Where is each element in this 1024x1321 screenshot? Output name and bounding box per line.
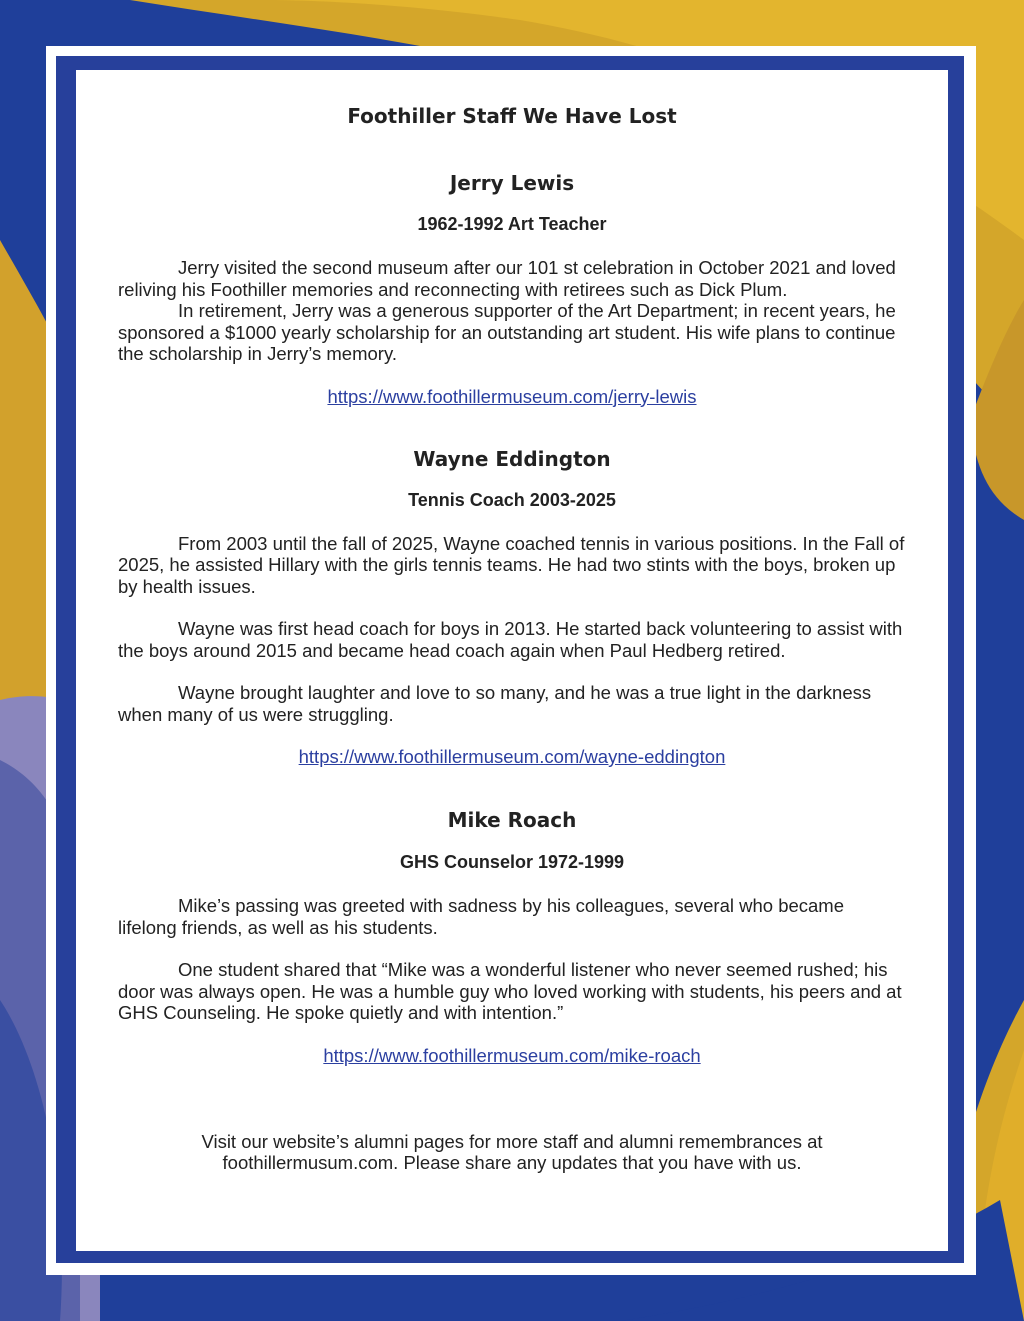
memorial-paragraph: Jerry visited the second museum after our 101 st celebration in October 2021 and loved reliving his Foothiller memories and reconnecting with retirees such as Dick Plum. [118, 257, 896, 300]
content-panel [76, 70, 948, 1251]
memorial-paragraph: Wayne was first head coach for boys in 2013. He started back volunteering to assist with the boys around 2015 and became head coach again when Paul Hedberg retired. [118, 618, 903, 661]
person-role: 1962-1992 Art Teacher [417, 214, 607, 234]
memorial-paragraph: Mike’s passing was greeted with sadness by his colleagues, several who became lifelong friends, as well as his students. [118, 895, 845, 938]
memorial-paragraph: Wayne brought laughter and love to so many, and he was a true light in the darkness when many of us were struggling. [118, 682, 872, 725]
memorial-section-wayne-eddington [118, 447, 906, 769]
memorial-link[interactable]: https://www.foothillermuseum.com/mike-roach [323, 1044, 701, 1066]
person-name: Wayne Eddington [413, 446, 611, 471]
person-role: Tennis Coach 2003-2025 [408, 489, 616, 510]
memorial-link[interactable]: https://www.foothillermuseum.com/jerry-lewis [327, 385, 697, 407]
page-title: Foothiller Staff We Have Lost [347, 104, 677, 128]
person-name: Jerry Lewis [449, 171, 575, 195]
footer-note [118, 1131, 906, 1174]
memorial-link[interactable]: https://www.foothillermuseum.com/wayne-eddington [298, 746, 726, 767]
person-role: GHS Counselor 1972-1999 [399, 852, 625, 872]
footer-line: Visit our website’s alumni pages for more staff and alumni remembrances at [201, 1130, 823, 1152]
memorial-paragraph: In retirement, Jerry was a generous supporter of the Art Department; in recent years, he sponsored a $1000 yearly scholarship for an outstanding art student. His wife plans to continue the scholarship in Jerry’s memory. [118, 300, 896, 364]
memorial-section-jerry-lewis [118, 171, 906, 408]
memorial-paragraph: From 2003 until the fall of 2025, Wayne coached tennis in various positions. In the Fall of 2025, he assisted Hillary with the girls tennis teams. He had two stints with the boys, broken up by health issues. [118, 532, 905, 597]
memorial-section-mike-roach [118, 808, 906, 1067]
memorial-paragraph: One student shared that “Mike was a wonderful listener who never seemed rushed; his door was always open. He was a humble guy who loved working with students, his peers and at GHS Counseling. He spoke quietly and with intention.” [118, 959, 902, 1023]
person-name: Mike Roach [447, 808, 577, 832]
footer-line: foothillermusum.com. Please share any updates that you have with us. [222, 1152, 802, 1173]
